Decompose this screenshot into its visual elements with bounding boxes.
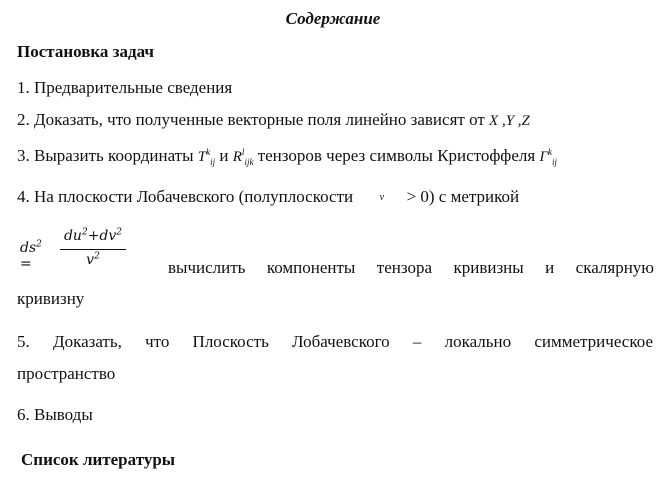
item-4-continuation-2: кривизну	[17, 289, 85, 308]
item-1: 1. Предварительные сведения	[17, 78, 233, 97]
item-5-line-1: 5. Доказать, что Плоскость Лобачевского – локально симметрическое	[17, 332, 653, 351]
formula-denominator: $v^2$	[86, 251, 100, 268]
item-4-v: v	[379, 192, 385, 203]
section-heading: Постановка задач	[17, 42, 155, 61]
item-4-post: > 0) с метрикой	[406, 187, 520, 206]
item-3-pre: 3. Выразить координаты	[17, 146, 194, 165]
item-4-pre: 4. На плоскости Лобачевского (полуплоскости	[17, 187, 354, 206]
formula-numerator: $du^2+dv^2$	[63, 227, 123, 244]
item-3-and: и	[219, 146, 229, 165]
item-4-continuation: вычислить компоненты тензора кривизны и скалярную	[168, 258, 654, 277]
item-4	[17, 187, 519, 208]
item-3-post: тензоров через символы Кристоффеля	[257, 146, 536, 165]
item-6: 6. Выводы	[17, 405, 93, 424]
item-2-vars: X ,Y ,Z	[489, 113, 530, 129]
tensor-R: $R^l_{ijk}$	[232, 147, 254, 167]
page-title: Содержание	[285, 9, 381, 28]
item-2-text: 2. Доказать, что полученные векторные поля линейно зависят от	[17, 110, 485, 129]
fraction-bar	[60, 249, 126, 250]
christoffel-symbol: $\Gamma^k_{ij}$	[539, 147, 557, 167]
formula-lhs: $ds^2$ =	[20, 239, 42, 272]
tensor-T: $T^k_{ij}$	[197, 147, 216, 167]
bibliography-heading: Список литературы	[21, 450, 176, 469]
item-2	[17, 110, 530, 131]
item-5-line-2: пространство	[17, 364, 116, 383]
item-3	[17, 146, 557, 167]
